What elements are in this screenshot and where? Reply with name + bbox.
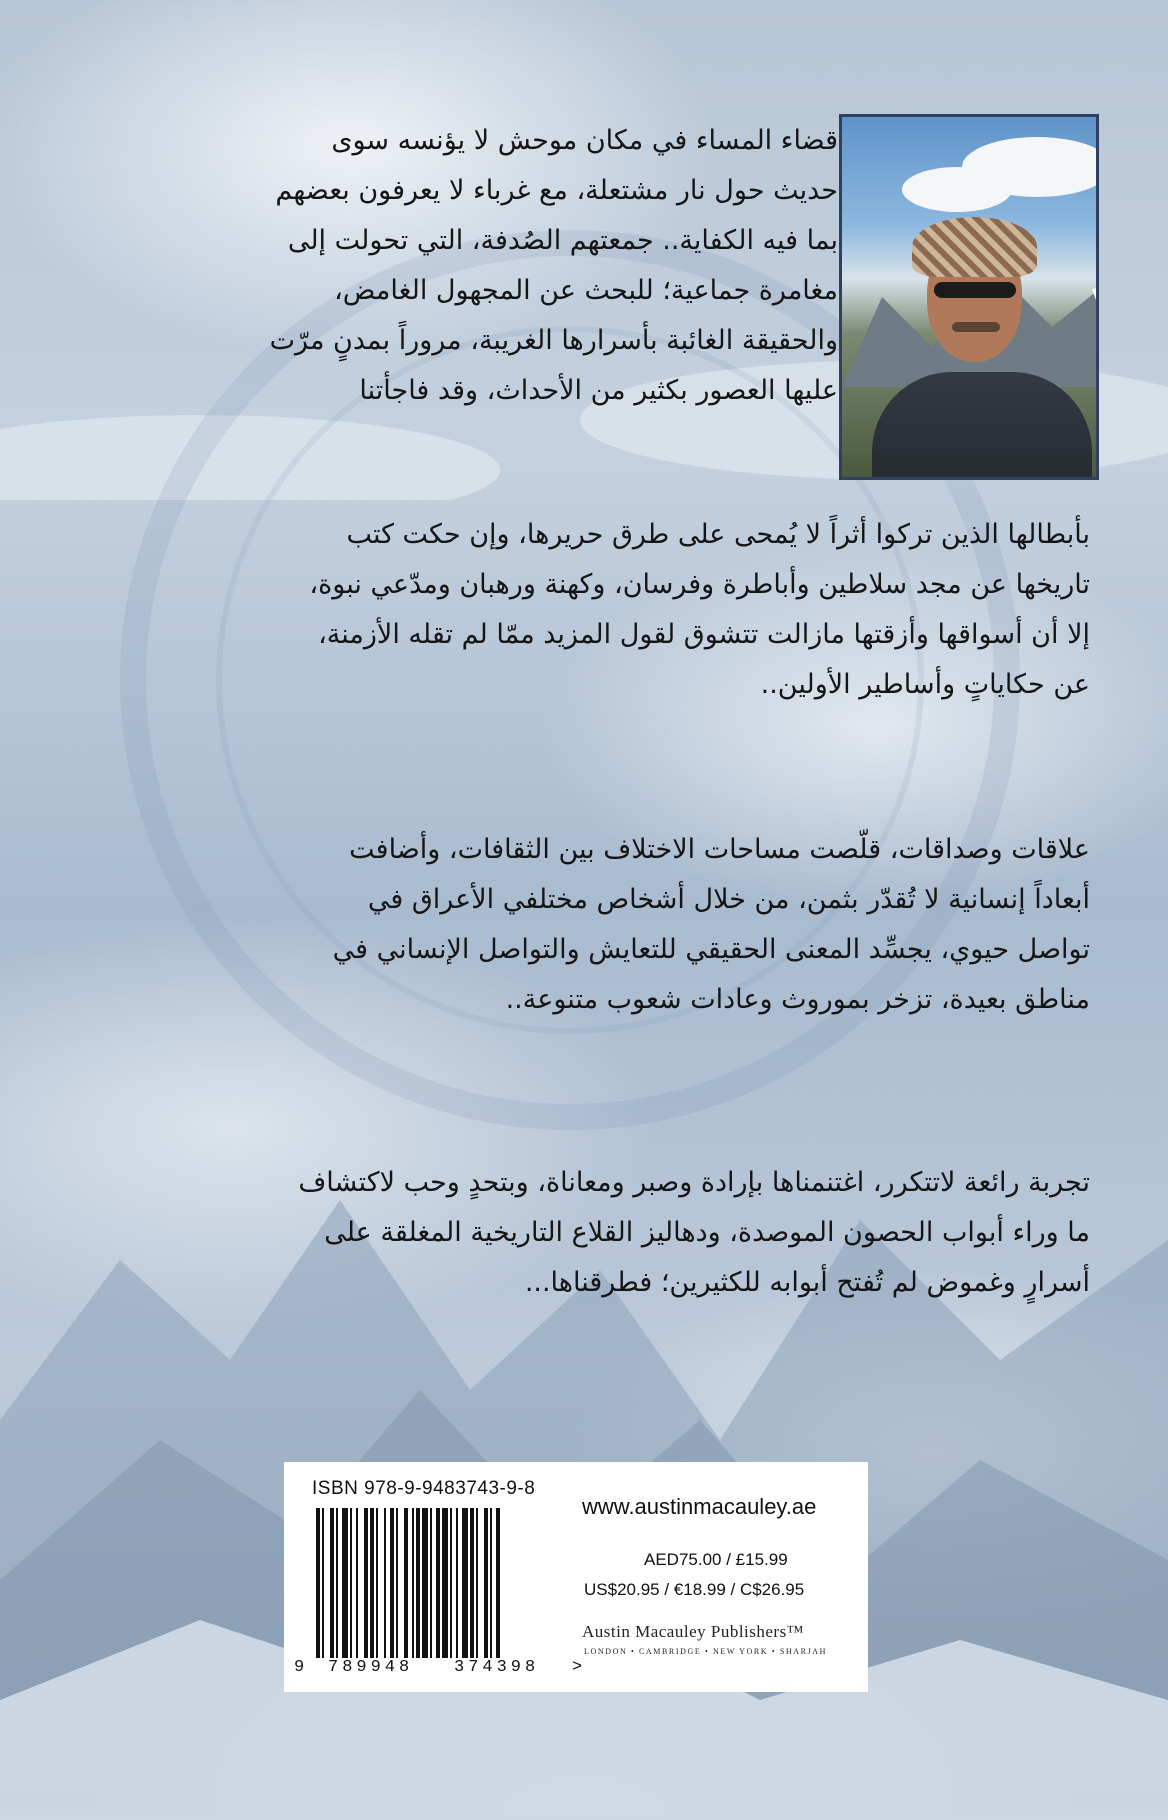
blurb-line: قضاء المساء في مكان موحش لا يؤنسه سوى: [331, 125, 838, 156]
blurb-line: عليها العصور بكثير من الأحداث، وقد فاجأتنا: [359, 375, 838, 406]
price-line-1: AED75.00 / £15.99: [644, 1550, 788, 1569]
blurb-line: مغامرة جماعية؛ للبحث عن المجهول الغامض،: [334, 275, 838, 306]
blurb-paragraph-3: [80, 1158, 1090, 1308]
blurb-line: إلا أن أسواقها وأزقتها مازالت تتشوق لقول المزيد ممّا لم تقله الأزمنة،: [318, 619, 1090, 650]
author-photo: [839, 114, 1099, 480]
blurb-line: علاقات وصداقات، قلّصت مساحات الاختلاف بين الثقافات، وأضافت: [349, 834, 1090, 865]
blurb-line: أبعاداً إنسانية لا تُقدّر بثمن، من خلال أشخاص مختلفي الأعراق في: [367, 884, 1090, 915]
blurb-line: مناطق بعيدة، تزخر بموروث وعادات شعوب متنوعة..: [505, 984, 1090, 1015]
author-sunglasses: [934, 282, 1016, 298]
author-headscarf: [912, 217, 1037, 277]
barcode-digits-right: 374398: [454, 1658, 540, 1677]
blurb-line: تجربة رائعة لاتتكرر، اغتنمناها بإرادة وصبر ومعاناة، وبتحدٍ وحب لاكتشاف: [298, 1167, 1090, 1198]
barcode-digits-left: 789948: [328, 1658, 414, 1677]
publisher-cities: LONDON • CAMBRIDGE • NEW YORK • SHARJAH: [584, 1647, 828, 1656]
blurb-line: بأبطالها الذين تركوا أثراً لا يُمحى على طرق حريرها، وإن حكت كتب: [346, 519, 1090, 550]
blurb-line: تاريخها عن مجد سلاطين وأباطرة وفرسان، وكهنة ورهبان ومدّعي نبوة،: [309, 569, 1090, 600]
blurb-paragraph-1-top: [138, 116, 838, 416]
barcode-digit-first: 9: [294, 1658, 305, 1677]
blurb-line: حديث حول نار مشتعلة، مع غرباء لا يعرفون بعضهم: [275, 175, 838, 206]
publisher-website: www.austinmacauley.ae: [582, 1494, 817, 1519]
blurb-line: عن حكاياتٍ وأساطير الأولين..: [760, 669, 1090, 700]
blurb-line: تواصل حيوي، يجسِّد المعنى الحقيقي للتعايش والتواصل الإنساني في: [332, 934, 1090, 965]
barcode-bars: [298, 1508, 566, 1658]
barcode-panel: [284, 1462, 868, 1692]
isbn-text: ISBN 978-9-9483743-9-8: [312, 1478, 536, 1499]
blurb-paragraph-2: [80, 825, 1090, 1025]
price-line-2: US$20.95 / €18.99 / C$26.95: [584, 1580, 805, 1599]
blurb-line: ما وراء أبواب الحصون الموصدة، ودهاليز القلاع التاريخية المغلقة على: [324, 1217, 1090, 1248]
author-mustache: [952, 322, 1000, 332]
blurb-line: والحقيقة الغائبة بأسرارها الغريبة، مروراً بمدنٍ مرّت: [269, 325, 838, 356]
barcode-quiet-mark: >: [572, 1658, 583, 1677]
blurb-paragraph-1-rest: [80, 510, 1090, 710]
blurb-line: أسرارٍ وغموض لم تُفتح أبوابه للكثيرين؛ فطرقناها...: [524, 1267, 1090, 1298]
author-jacket: [872, 372, 1092, 480]
blurb-line: بما فيه الكفاية.. جمعتهم الصُدفة، التي تحولت إلى: [287, 225, 838, 256]
publisher-name: Austin Macauley Publishers™: [582, 1622, 804, 1641]
